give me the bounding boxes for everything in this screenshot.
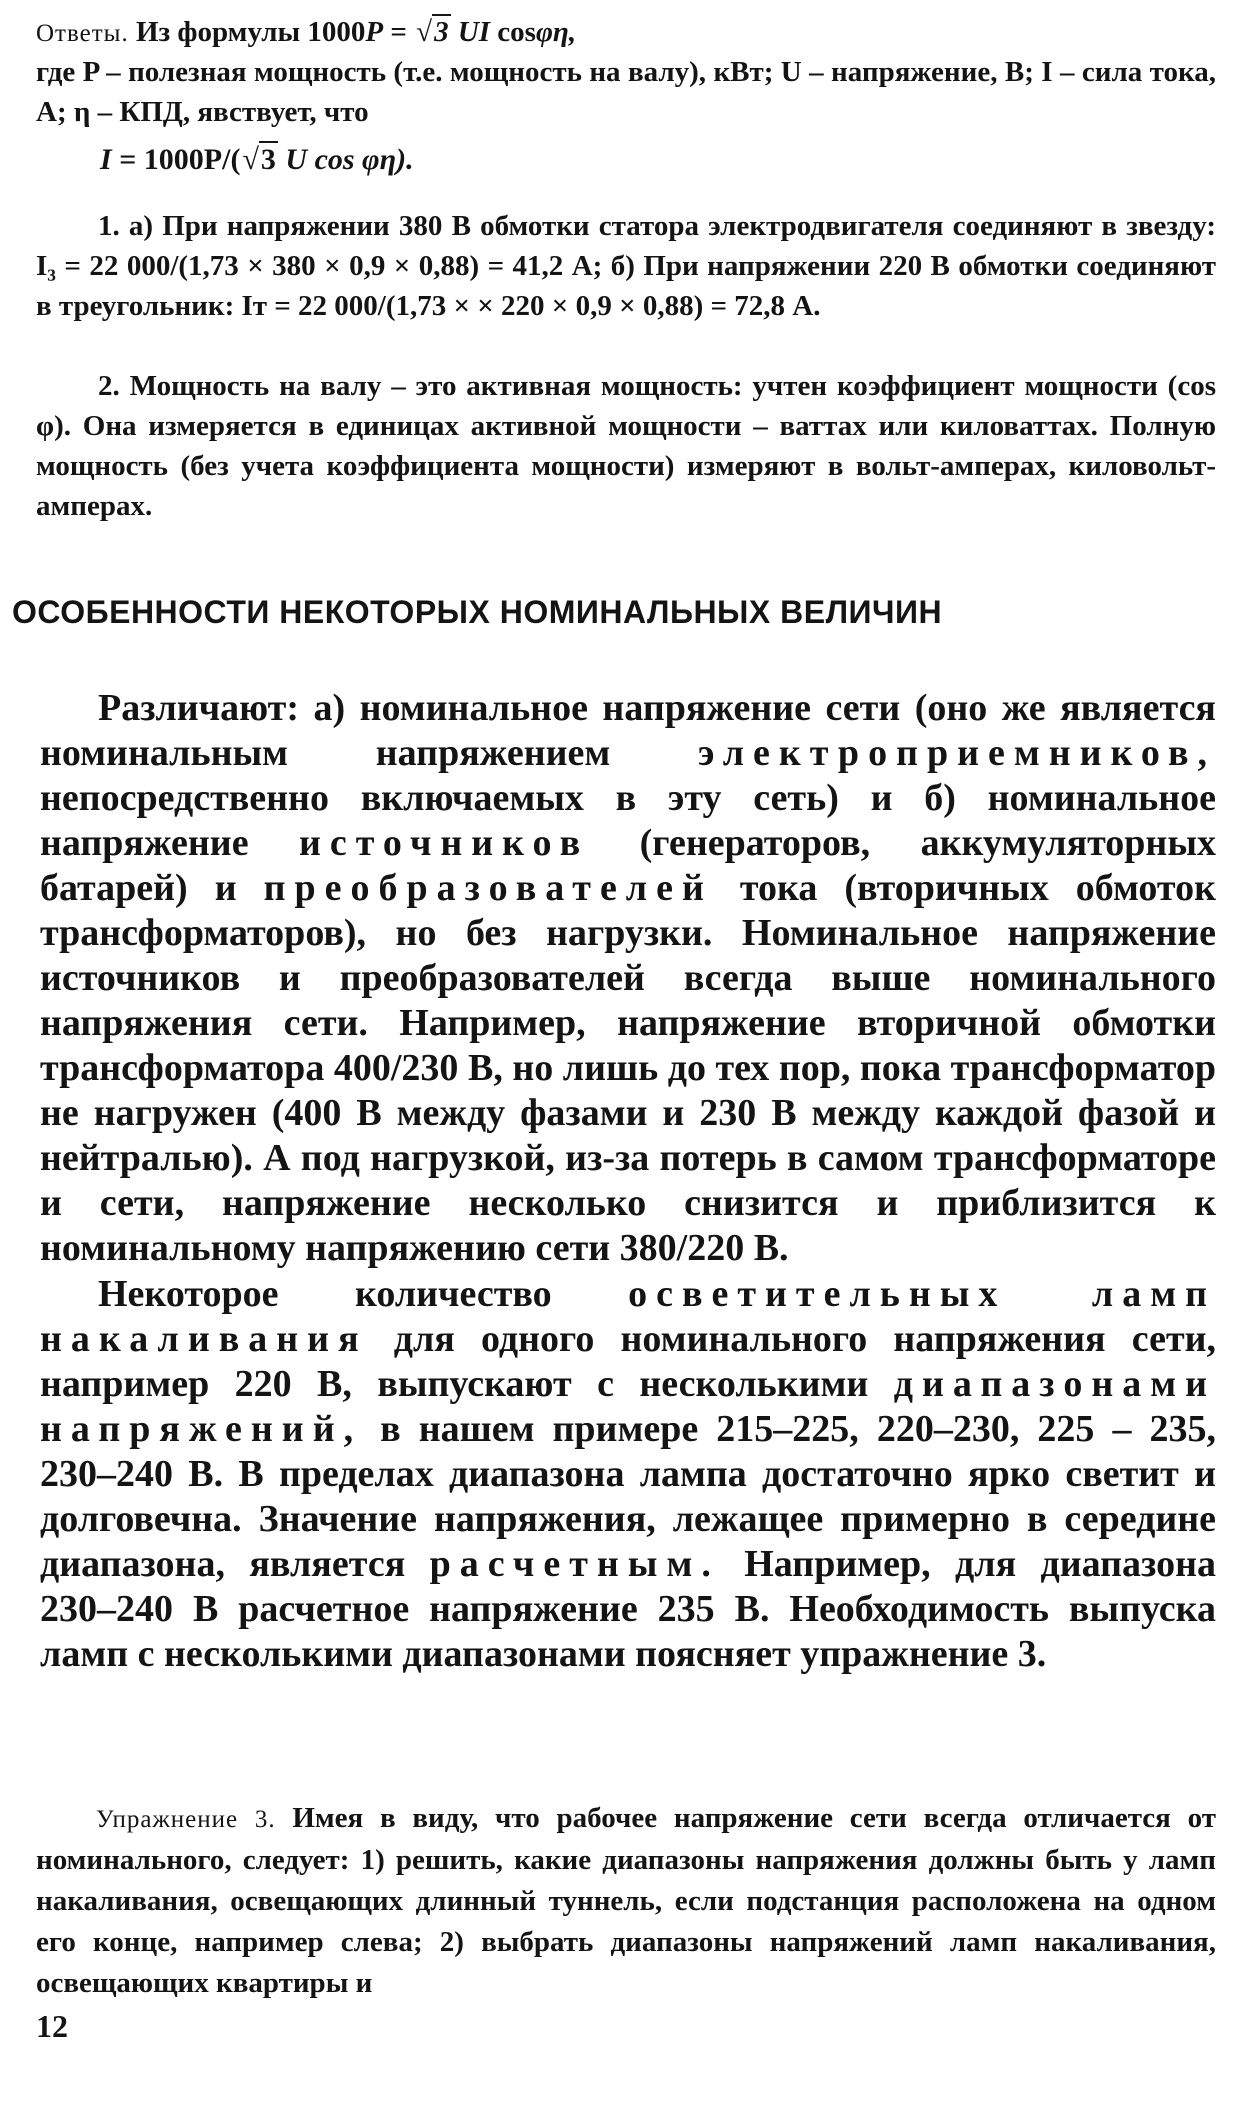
- formula2-current-var: I: [100, 143, 112, 176]
- p2-spaced-1: осветительных ламп накаливания: [40, 1273, 1216, 1360]
- sqrt-argument: 3: [434, 16, 449, 48]
- formula-vars: UI: [450, 16, 491, 48]
- p2-part-b: для одного номинального напряжения сети, например 220 В, выпускают с несколькими: [40, 1318, 1216, 1405]
- formula-power-var: P: [365, 16, 384, 48]
- answer-item-2: 2. Мощность на валу – это активная мощность: учтен коэффициент мощности (cos φ). Она измеряется в единицах активной мощности – ваттах или киловаттах. Полную мощность (без учета коэффициента мощности) измеряют в вольт-амперах, киловольт-амперах.: [36, 370, 1216, 522]
- formula2-rest: U cos φη).: [277, 143, 414, 176]
- p2-spaced-3: расчетным.: [429, 1543, 720, 1585]
- p1-spaced-2: источников: [299, 822, 590, 864]
- sqrt-sign: √: [416, 16, 433, 48]
- p1-part-c: (генераторов, аккумуляторных батарей) и: [40, 822, 1216, 909]
- section-heading: ОСОБЕННОСТИ НЕКОТОРЫХ НОМИНАЛЬНЫХ ВЕЛИЧИН: [12, 594, 943, 630]
- p1-part-a: Различают: а) номинальное напряжение сети (оно же является номинальным напряжением: [40, 687, 1216, 774]
- answers-definitions: где P – полезная мощность (т.е. мощность на валу), кВт; U – напряжение, В; I – сила тока, А; η – КПД, явствует, что: [36, 56, 1216, 128]
- formula-equals: =: [383, 16, 415, 48]
- paragraph-1-text: [40, 686, 1216, 1271]
- formula-cos: cos: [490, 16, 536, 48]
- formula-phi-eta: φη,: [535, 16, 577, 48]
- answer-item-1: 1. а) При напряжении 380 В обмотки статора электродвигателя соединяют в звезду: I₃ = 22 000/(1,73 × 380 × 0,9 × 0,88) = 41,2 А; б) При напряжении 220 В обмотки соединяют в треугольник: Iт = 22 000/(1,73 × × 220 × 0,9 × 0,88) = 72,8 А.: [36, 210, 1216, 322]
- body-paragraph-1: [40, 686, 1216, 1271]
- answers-intro-text: Из формулы 1000: [128, 16, 366, 48]
- sqrt-argument-2: 3: [260, 143, 276, 176]
- body-paragraph-2: [40, 1272, 1216, 1677]
- exercise-3: [36, 1798, 1216, 2004]
- p1-spaced-3: преобразователей: [263, 867, 713, 909]
- p2-part-d: Например, для диапазона 230–240 В расчетное напряжение 235 В. Необходимость выпуска ламп с несколькими диапазонами поясняет упражнение 3.: [40, 1543, 1216, 1675]
- exercise-lead-word: Упражнение 3.: [96, 1806, 276, 1833]
- formula2-sqrt: [240, 138, 277, 182]
- p2-spaced-2: диапазонами напряжений,: [40, 1363, 1216, 1450]
- answers-lead-word: Ответы.: [36, 20, 129, 47]
- p2-part-a: Некоторое количество: [98, 1273, 629, 1315]
- paragraph-2-text: [40, 1272, 1216, 1677]
- sqrt-sign-2: √: [242, 143, 259, 176]
- answers-intro: [36, 12, 1216, 54]
- formula2-text: = 1000P/(: [111, 143, 241, 176]
- p1-part-b: непосредственно включаемых в эту сеть) и б) номинальное напряжение: [40, 777, 1216, 864]
- p2-part-c: в нашем примере 215–225, 220–230, 225 – 235, 230–240 В. В пределах диапазона лампа достаточно ярко светит и долговечна. Значение напряжения, лежащее примерно в середине диапазона, является: [40, 1408, 1216, 1585]
- exercise-text: Имея в виду, что рабочее напряжение сети всегда отличается от номинального, следует: 1) решить, какие диапазоны напряжения должны быть у ламп накаливания, освещающих длинный туннель, если подстанция расположена на одном его конце, например слева; 2) выбрать диапазоны напряжений ламп накаливания, освещающих квартиры и: [36, 1802, 1216, 1999]
- current-formula: [100, 138, 414, 182]
- formula-sqrt: [414, 12, 450, 52]
- p1-spaced-1: электроприемников,: [697, 732, 1216, 774]
- page-number: 12: [36, 2008, 68, 2044]
- p1-part-d: тока (вторичных обмоток трансформаторов), но без нагрузки. Номинальное напряжение источников и преобразователей всегда выше номинального напряжения сети. Например, напряжение вторичной обмотки трансформатора 400/230 В, но лишь до тех пор, пока трансформатор не нагружен (400 В между фазами и 230 В между каждой фазой и нейтралью). А под нагрузкой, из-за потерь в самом трансформаторе и сети, напряжение несколько снизится и приблизится к номинальному напряжению сети 380/220 В.: [40, 867, 1216, 1269]
